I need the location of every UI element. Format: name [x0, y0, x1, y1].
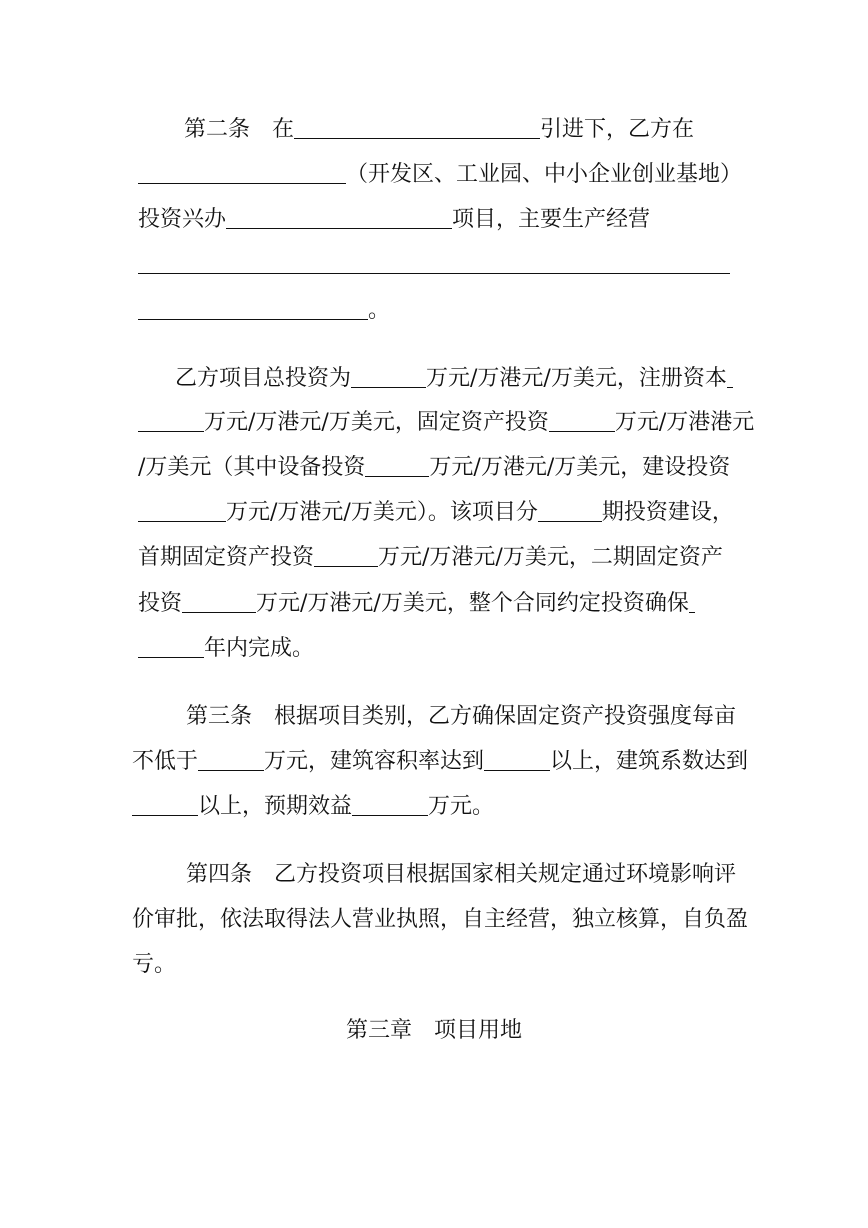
text: 第四条 乙方投资项目根据国家相关规定通过环境影响评 [186, 862, 737, 887]
article2-line4 [138, 250, 730, 280]
investment-line1 [175, 364, 733, 394]
text: 万元/万港元/万美元，整个合同约定投资确保 [256, 591, 689, 616]
article4-line2 [132, 905, 748, 935]
blank-field [182, 590, 256, 613]
text: 万元/万港元/万美元，建设投资 [429, 455, 731, 480]
text: 万元/万港元/万美元，固定资产投资 [204, 410, 549, 435]
blank-field [138, 409, 204, 432]
text: 万元/万港元/万美元，二期固定资产 [378, 545, 723, 570]
text: 不低于 [132, 749, 199, 774]
text: （开发区、工业园、中小企业创业基地） [346, 162, 743, 187]
chapter-heading [346, 1016, 522, 1046]
text: 乙方项目总投资为 [175, 366, 352, 391]
investment-line5 [138, 543, 723, 573]
text: 以上，预期效益 [198, 794, 353, 819]
blank-field [138, 499, 226, 522]
investment-line6 [138, 589, 695, 619]
text: 万元/万港元/万美元，注册资本 [426, 366, 727, 391]
blank-field [689, 590, 695, 613]
text: 投资兴办 [138, 207, 227, 232]
blank-field [132, 793, 198, 816]
text: 万元/万港港元 [614, 410, 755, 435]
blank-field [138, 161, 346, 184]
investment-line4 [138, 498, 734, 528]
article3-line2 [132, 747, 748, 777]
text: 引进下，乙方在 [540, 117, 695, 142]
blank-field [198, 748, 264, 771]
text: 万元。 [428, 794, 495, 819]
investment-line3 [138, 453, 730, 483]
article2-line2 [138, 160, 742, 190]
text: 价审批，依法取得法人营业执照，自主经营，独立核算，自负盈 [132, 907, 749, 932]
blank-field [484, 748, 550, 771]
article3-line1 [186, 702, 736, 732]
text: 亏。 [132, 952, 177, 977]
text: 年内完成。 [204, 636, 315, 661]
text: /万美元（其中设备投资 [138, 455, 366, 480]
blank-field [352, 793, 428, 816]
blank-field [549, 409, 615, 432]
blank-field [138, 635, 204, 658]
text: 万元，建筑容积率达到 [264, 749, 485, 774]
text: 投资 [138, 591, 183, 616]
text: 。 [368, 298, 391, 323]
blank-field [226, 206, 452, 229]
article2-line5 [138, 296, 390, 326]
article2-line1 [184, 115, 694, 145]
text: 项目，主要生产经营 [452, 207, 651, 232]
text: 期投资建设， [601, 500, 734, 525]
blank-field [138, 251, 730, 274]
article4-line1 [186, 860, 736, 890]
blank-field [365, 454, 429, 477]
blank-field [138, 297, 368, 320]
article3-line3 [132, 792, 494, 822]
blank-field [294, 116, 540, 139]
investment-line7 [138, 634, 314, 664]
blank-field [314, 544, 378, 567]
chapter-title: 第三章 项目用地 [346, 1018, 523, 1043]
text: 以上，建筑系数达到 [550, 749, 749, 774]
text: 万元/万港元/万美元）。该项目分 [226, 500, 538, 525]
investment-line2 [138, 408, 754, 438]
text: 首期固定资产投资 [138, 545, 315, 570]
text: 第三条 根据项目类别，乙方确保固定资产投资强度每亩 [186, 704, 737, 729]
blank-field [538, 499, 602, 522]
article2-line3 [138, 205, 650, 235]
blank-field [727, 365, 733, 388]
article4-line3 [132, 950, 176, 980]
text: 第二条 在 [184, 117, 295, 142]
blank-field [351, 365, 426, 388]
